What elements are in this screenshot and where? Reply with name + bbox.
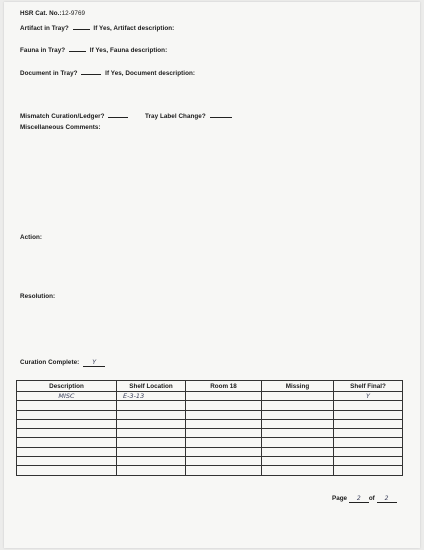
table-cell[interactable] bbox=[334, 447, 403, 456]
table-cell[interactable]: MISC bbox=[17, 392, 117, 401]
table-row bbox=[17, 401, 403, 410]
page-total-blank[interactable] bbox=[377, 495, 397, 503]
document-row bbox=[20, 67, 195, 77]
artifact-question-label: Artifact in Tray? bbox=[20, 25, 69, 32]
table-cell[interactable] bbox=[117, 457, 186, 466]
table-cell[interactable] bbox=[117, 447, 186, 456]
catalog-number-value: 12-9769 bbox=[61, 10, 86, 17]
table-cell[interactable] bbox=[17, 438, 117, 447]
page-label: Page bbox=[332, 495, 348, 502]
table-cell[interactable] bbox=[17, 447, 117, 456]
table-cell[interactable] bbox=[262, 447, 334, 456]
table-cell[interactable] bbox=[186, 392, 262, 401]
table-cell[interactable]: E-3-13 bbox=[117, 392, 186, 401]
table-cell[interactable] bbox=[334, 410, 403, 419]
catalog-number-label: HSR Cat. No.: bbox=[20, 10, 62, 17]
mismatch-answer-blank[interactable] bbox=[108, 110, 128, 118]
action-label: Action: bbox=[20, 234, 43, 241]
table-cell[interactable] bbox=[186, 401, 262, 410]
table-row bbox=[17, 466, 403, 475]
artifact-row bbox=[20, 22, 174, 32]
document-answer-blank[interactable] bbox=[81, 67, 101, 75]
table-cell[interactable] bbox=[186, 438, 262, 447]
table-cell[interactable] bbox=[186, 410, 262, 419]
table-cell[interactable] bbox=[334, 401, 403, 410]
column-header-description: Description bbox=[17, 381, 117, 392]
curation-complete-value: Y bbox=[92, 359, 97, 366]
table-cell[interactable] bbox=[262, 410, 334, 419]
tray-label-change-label: Tray Label Change? bbox=[145, 113, 206, 120]
curation-complete-blank[interactable] bbox=[83, 359, 105, 367]
table-cell[interactable] bbox=[334, 419, 403, 428]
tray-label-answer-blank[interactable] bbox=[210, 110, 232, 118]
column-header-missing: Missing bbox=[262, 381, 334, 392]
table-cell[interactable] bbox=[117, 438, 186, 447]
table-cell[interactable] bbox=[262, 419, 334, 428]
document-question-label: Document in Tray? bbox=[20, 70, 78, 77]
table-cell[interactable] bbox=[262, 401, 334, 410]
table-row bbox=[17, 419, 403, 428]
page-total-value: 2 bbox=[384, 495, 389, 502]
table-cell[interactable] bbox=[186, 419, 262, 428]
of-label: of bbox=[368, 495, 375, 502]
table-cell[interactable] bbox=[17, 457, 117, 466]
mismatch-label: Mismatch Curation/Ledger? bbox=[20, 113, 105, 120]
table-cell[interactable] bbox=[262, 466, 334, 475]
misc-comments-label: Miscellaneous Comments: bbox=[20, 124, 101, 131]
table-cell[interactable] bbox=[17, 429, 117, 438]
column-header-shelf-location: Shelf Location bbox=[117, 381, 186, 392]
table-row bbox=[17, 457, 403, 466]
column-header-shelf-final: Shelf Final? bbox=[334, 381, 403, 392]
table-cell[interactable] bbox=[117, 466, 186, 475]
table-cell[interactable] bbox=[186, 466, 262, 475]
fauna-desc-label: If Yes, Fauna description: bbox=[89, 47, 168, 54]
table-cell[interactable] bbox=[117, 401, 186, 410]
table-row bbox=[17, 392, 403, 401]
table-cell[interactable] bbox=[334, 429, 403, 438]
table-cell[interactable] bbox=[262, 429, 334, 438]
document-desc-label: If Yes, Document description: bbox=[105, 70, 196, 77]
table-cell[interactable] bbox=[334, 438, 403, 447]
table-row bbox=[17, 447, 403, 456]
fauna-answer-blank[interactable] bbox=[69, 44, 86, 52]
table-row bbox=[17, 438, 403, 447]
page-counter bbox=[332, 495, 397, 503]
artifact-desc-label: If Yes, Artifact description: bbox=[93, 25, 175, 32]
table-cell[interactable] bbox=[262, 392, 334, 401]
form-page bbox=[4, 2, 420, 548]
curation-complete-label: Curation Complete: bbox=[20, 359, 80, 366]
table-cell[interactable] bbox=[262, 438, 334, 447]
fauna-question-label: Fauna in Tray? bbox=[20, 47, 66, 54]
table-cell[interactable] bbox=[186, 447, 262, 456]
table-cell[interactable] bbox=[17, 401, 117, 410]
column-header-room-18: Room 18 bbox=[186, 381, 262, 392]
resolution-label: Resolution: bbox=[20, 293, 56, 300]
page-number-blank[interactable] bbox=[349, 495, 369, 503]
shelf-table bbox=[16, 380, 403, 476]
table-row bbox=[17, 429, 403, 438]
table-row bbox=[17, 410, 403, 419]
fauna-row bbox=[20, 44, 167, 54]
table-cell[interactable] bbox=[117, 410, 186, 419]
table-cell[interactable] bbox=[262, 457, 334, 466]
catalog-number bbox=[20, 10, 85, 17]
table-cell[interactable] bbox=[186, 429, 262, 438]
table-cell[interactable] bbox=[117, 429, 186, 438]
table-cell[interactable] bbox=[334, 466, 403, 475]
table-cell[interactable]: Y bbox=[334, 392, 403, 401]
table-cell[interactable] bbox=[186, 457, 262, 466]
page-number-value: 2 bbox=[356, 495, 361, 502]
table-cell[interactable] bbox=[117, 419, 186, 428]
table-cell[interactable] bbox=[17, 466, 117, 475]
tray-label-row bbox=[145, 110, 234, 120]
table-cell[interactable] bbox=[17, 410, 117, 419]
artifact-answer-blank[interactable] bbox=[73, 22, 90, 30]
table-cell[interactable] bbox=[17, 419, 117, 428]
mismatch-row bbox=[20, 110, 130, 120]
curation-complete-row bbox=[20, 359, 107, 367]
table-cell[interactable] bbox=[334, 457, 403, 466]
table-header-row bbox=[17, 381, 403, 392]
